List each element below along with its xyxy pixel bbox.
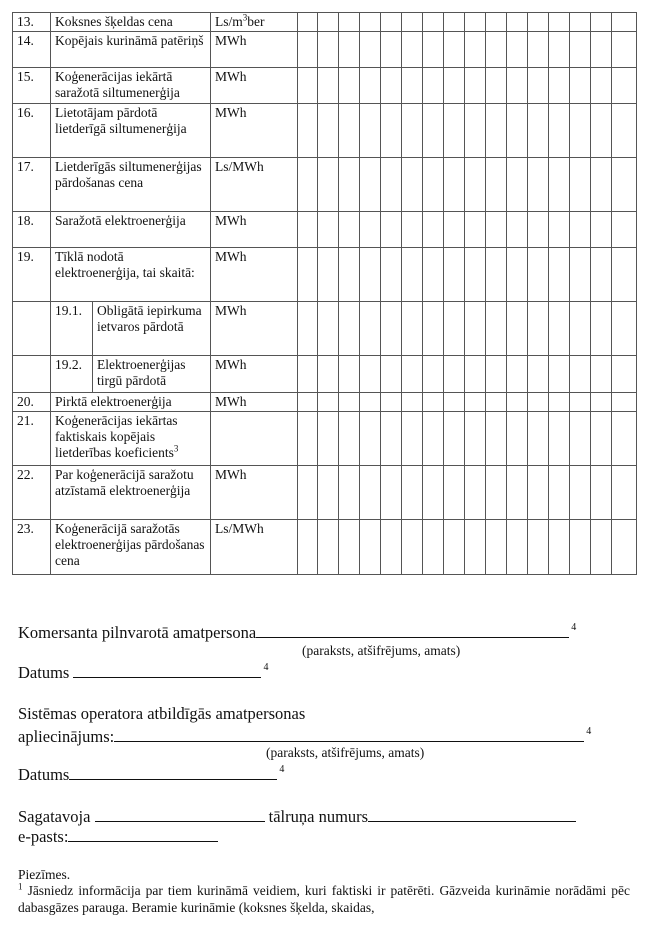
row-number: 20. <box>13 393 51 412</box>
table-row <box>13 212 637 248</box>
row-label: Lietotājam pārdotā lietderīgā siltumenerģija <box>51 104 211 158</box>
row-label: Pirktā elektroenerģija <box>51 393 211 412</box>
row-label: Saražotā elektroenerģija <box>51 212 211 248</box>
row-number: 13. <box>13 13 51 32</box>
row-label: Koksnes šķeldas cena <box>51 13 211 32</box>
official-signature-field[interactable] <box>256 622 569 638</box>
note-text: Jāsniedz informācija par tiem kurināmā veidiem, kuri faktiski ir patērēti. Gāzveida kurināmie norādāmi pēc dabasgāzes parauga. Beramie kurināmie (koksnes šķelda, skaidas, <box>18 883 631 915</box>
row-unit: MWh <box>211 393 298 412</box>
notes-title: Piezīmes. <box>18 867 71 882</box>
table-row <box>13 466 637 520</box>
phone-field[interactable] <box>368 806 576 822</box>
signature-caption-2: (paraksts, atšifrējums, amats) <box>266 745 425 760</box>
operator-label: apliecinājums: <box>18 727 115 746</box>
row-label: Kopējais kurināmā patēriņš <box>51 32 211 68</box>
row-number: 23. <box>13 520 51 575</box>
row-unit: Ls/MWh <box>211 520 298 575</box>
row-unit: MWh <box>211 68 298 104</box>
row-number: 18. <box>13 212 51 248</box>
date-line-1 <box>18 662 268 682</box>
phone-label: tālruņa numurs <box>268 807 369 826</box>
table-row <box>13 68 637 104</box>
table-row <box>13 520 637 575</box>
table-row <box>13 302 637 356</box>
footnote-ref: 3 <box>173 443 179 454</box>
operator-signature-line <box>18 726 591 746</box>
row-unit: MWh <box>211 466 298 520</box>
row-unit: MWh <box>211 104 298 158</box>
email-label: e-pasts: <box>18 827 69 846</box>
prepared-label: Sagatavoja <box>18 807 91 826</box>
footnote-ref: 4 <box>263 662 269 673</box>
row-number: 15. <box>13 68 51 104</box>
row-number: 17. <box>13 158 51 212</box>
row-label: Elektroenerģijas tirgū pārdotā <box>93 356 211 393</box>
operator-label-line1: Sistēmas operatora atbildīgās amatpersonas <box>18 704 306 723</box>
note-number: 1 <box>18 881 23 892</box>
prepared-field[interactable] <box>95 806 265 822</box>
row-unit: MWh <box>211 248 298 302</box>
row-label: Koģenerācijā saražotās elektroenerģijas pārdošanas cena <box>51 520 211 575</box>
note-1 <box>18 882 630 916</box>
row-number: 16. <box>13 104 51 158</box>
official-label: Komersanta pilnvarotā amatpersona <box>18 623 257 642</box>
row-label: Par koģenerācijā saražotu atzīstamā elektroenerģija <box>51 466 211 520</box>
table-row <box>13 393 637 412</box>
table-row <box>13 248 637 302</box>
row-number: 21. <box>13 412 51 466</box>
row-unit: MWh <box>211 212 298 248</box>
date-field-2[interactable] <box>69 764 277 780</box>
operator-signature-field[interactable] <box>114 726 584 742</box>
data-table <box>12 12 637 575</box>
date-field-1[interactable] <box>73 662 261 678</box>
row-label: Obligātā iepirkuma ietvaros pārdotā <box>93 302 211 356</box>
row-label: Tīklā nodotā elektroenerģija, tai skaitā: <box>51 248 211 302</box>
table-row <box>13 158 637 212</box>
email-line <box>18 826 218 846</box>
row-number: 19.2. <box>51 356 93 393</box>
table-row <box>13 32 637 68</box>
row-number: 14. <box>13 32 51 68</box>
row-label: Koģenerācijas iekārtas faktiskais kopējais lietderības koeficients$^3$ <box>51 412 211 466</box>
row-unit: MWh <box>211 32 298 68</box>
table-row <box>13 412 637 466</box>
row-unit: MWh <box>211 302 298 356</box>
table-row <box>13 356 637 393</box>
date-line-2 <box>18 764 284 784</box>
prepared-line <box>18 806 576 826</box>
row-label: Lietderīgās siltumenerģijas pārdošanas cena <box>51 158 211 212</box>
footnote-ref: 4 <box>586 726 592 737</box>
footnote-ref: 4 <box>571 622 577 633</box>
table-row <box>13 13 637 32</box>
email-field[interactable] <box>68 826 218 842</box>
row-number: 19.1. <box>51 302 93 356</box>
row-label: Koģenerācijas iekārtā saražotā siltumenerģija <box>51 68 211 104</box>
footnote-ref: 4 <box>279 764 285 775</box>
row-number: 22. <box>13 466 51 520</box>
date-label: Datums <box>18 765 70 784</box>
row-unit: MWh <box>211 356 298 393</box>
row-number: 19. <box>13 248 51 302</box>
date-label: Datums <box>18 663 70 682</box>
row-unit: $Ls/m^3ber$ <box>211 13 298 32</box>
signature-caption: (paraksts, atšifrējums, amats) <box>302 643 461 658</box>
official-signature-line <box>18 622 576 642</box>
table-row <box>13 104 637 158</box>
row-unit <box>211 412 298 466</box>
row-unit: Ls/MWh <box>211 158 298 212</box>
